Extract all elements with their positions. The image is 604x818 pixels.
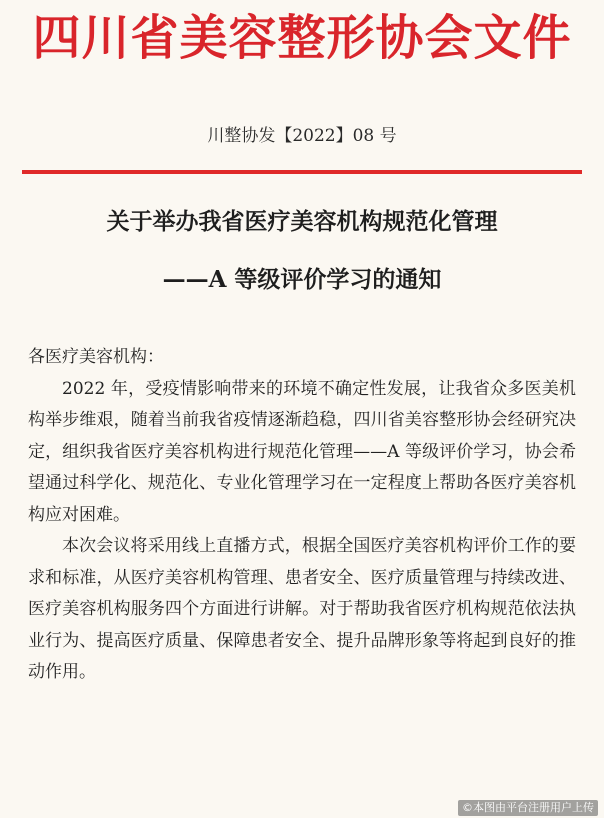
issuer-header-title: 四川省美容整形协会文件 [32,10,572,66]
body-paragraph-1: 2022 年，受疫情影响带来的环境不确定性发展，让我省众多医美机构举步维艰，随着当前我省疫情逐渐趋稳，四川省美容整形协会经研究决定，组织我省医疗美容机构进行规范化管理——A 等级评价学习，协会希望通过科学化、规范化、专业化管理学习在一定程度上帮助各医疗美容机构应对困难。 [28,378,576,525]
document-body [28,342,576,689]
document-title-line-2: ——A 等级评价学习的通知 [162,266,442,293]
body-paragraph-2: 本次会议将采用线上直播方式，根据全国医疗美容机构评价工作的要求和标准，从医疗美容机构管理、患者安全、医疗质量管理与持续改进、医疗美容机构服务四个方面进行讲解。对于帮助我省医疗机构规范依法执业行为、提高医疗质量、保障患者安全、提升品牌形象等将起到良好的推动作用。 [28,536,576,682]
document-title-line-1: 关于举办我省医疗美容机构规范化管理 [106,208,498,235]
salutation: 各医疗美容机构： [28,347,164,367]
red-divider-rule [22,170,582,174]
document-number: 川整协发【2022】08 号 [207,126,397,146]
platform-watermark: ©本图由平台注册用户上传 [458,800,598,816]
